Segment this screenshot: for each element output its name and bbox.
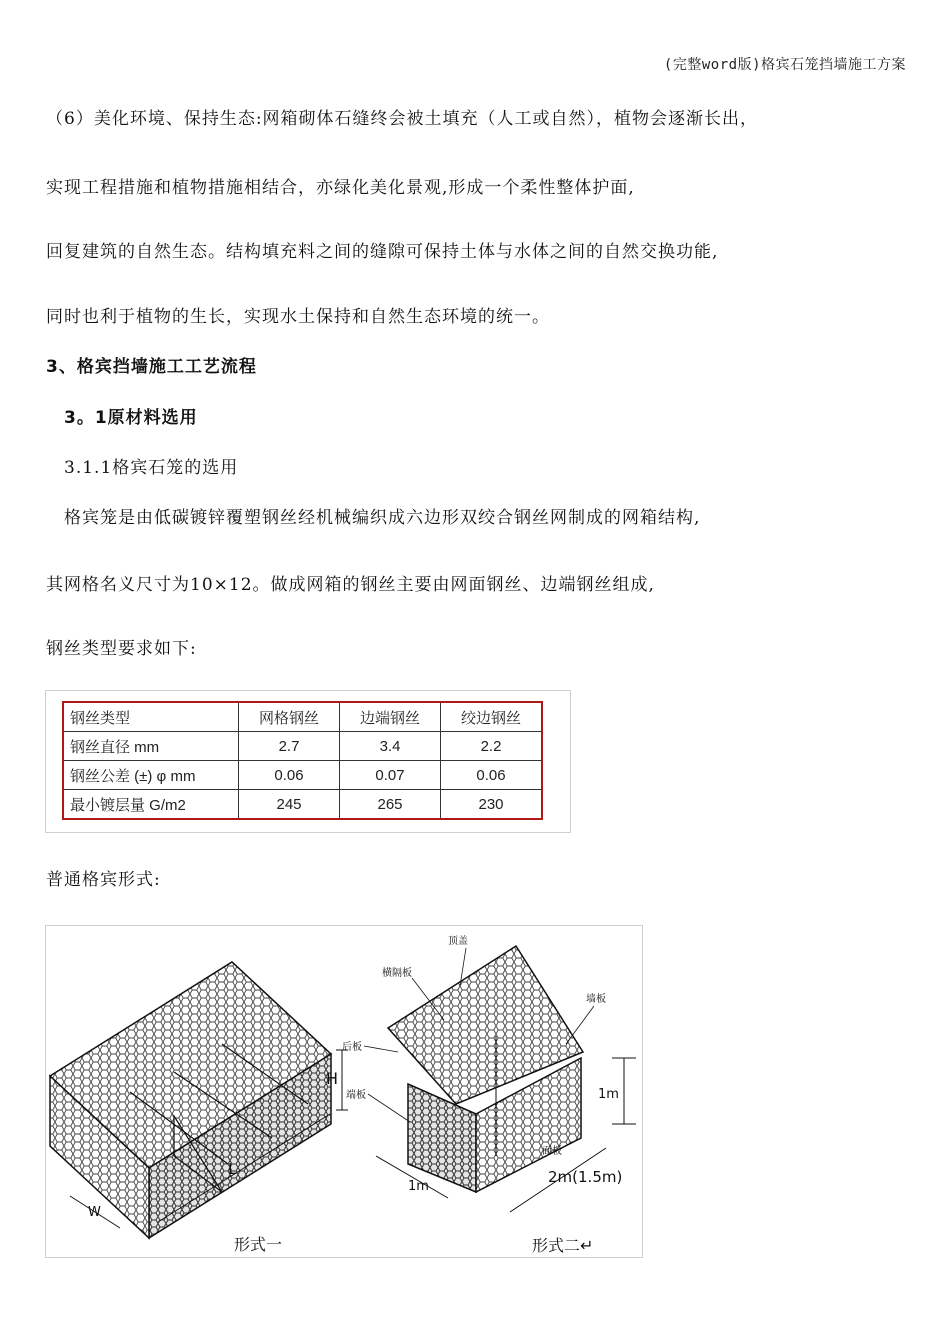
label-end-panel: 端板 — [346, 1090, 366, 1101]
dim-label-width: 1m — [408, 1179, 429, 1194]
dim-label-L: L — [228, 1160, 237, 1178]
paragraph-line: 格宾笼是由低碳镀锌覆塑钢丝经机械编织成六边形双绞合钢丝网制成的网箱结构, — [64, 508, 701, 528]
table-cell: 0.07 — [340, 761, 441, 790]
label-top-lid: 顶盖 — [448, 936, 468, 947]
table-cell: 0.06 — [441, 761, 543, 790]
paragraph-line: 回复建筑的自然生态。结构填充料之间的缝隙可保持土体与水体之间的自然交换功能, — [46, 242, 719, 262]
table-cell: 245 — [239, 790, 340, 820]
table-cell: 最小镀层量 G/m2 — [63, 790, 239, 820]
table-cell: 265 — [340, 790, 441, 820]
paragraph-line: （6）美化环境、保持生态:网箱砌体石缝终会被土填充（人工或自然），植物会逐渐长出， — [46, 109, 759, 129]
table-cell: 230 — [441, 790, 543, 820]
table-row — [63, 732, 542, 761]
subsection-heading: 3。1原材料选用 — [64, 408, 198, 428]
gabion-form-two — [342, 934, 636, 1255]
table-cell: 2.7 — [239, 732, 340, 761]
gabion-figure — [45, 925, 643, 1258]
label-front-panel: 面板 — [542, 1146, 562, 1157]
table-cell: 3.4 — [340, 732, 441, 761]
table-cell: 0.06 — [239, 761, 340, 790]
caption-form-one: 形式一 — [234, 1235, 283, 1254]
table-cell: 钢丝直径 mm — [63, 732, 239, 761]
table-header-row — [63, 702, 542, 732]
table-cell: 2.2 — [441, 732, 543, 761]
dim-label-length: 2m(1.5m) — [548, 1168, 623, 1186]
label-diaphragm: 横隔板 — [382, 968, 412, 979]
table-header-cell: 边端钢丝 — [340, 702, 441, 732]
page-header: (完整word版)格宾石笼挡墙施工方案 — [663, 57, 906, 73]
paragraph-line: 实现工程措施和植物措施相结合，亦绿化美化景观,形成一个柔性整体护面, — [46, 178, 635, 198]
table-row — [63, 790, 542, 820]
table-header-cell: 网格钢丝 — [239, 702, 340, 732]
dim-label-H: H — [326, 1069, 339, 1088]
paragraph-line: 同时也利于植物的生长，实现水土保持和自然生态环境的统一。 — [46, 307, 550, 327]
table-header-cell: 绞边钢丝 — [441, 702, 543, 732]
dim-label-height: 1m — [598, 1087, 619, 1102]
caption-form-two: 形式二↵ — [532, 1236, 594, 1255]
table-cell: 钢丝公差 (±) φ mm — [63, 761, 239, 790]
subsubsection-heading: 3.1.1格宾石笼的选用 — [64, 458, 239, 478]
dim-label-W: W — [88, 1205, 101, 1220]
gabion-diagram — [46, 926, 642, 1257]
paragraph-line: 其网格名义尺寸为10×12。做成网箱的钢丝主要由网面钢丝、边端钢丝组成, — [46, 575, 655, 595]
table-row — [63, 761, 542, 790]
gabion-form-one — [50, 962, 348, 1254]
label-back-panel: 后板 — [342, 1042, 362, 1053]
paragraph-line: 钢丝类型要求如下: — [46, 639, 197, 659]
wire-spec-table — [62, 701, 543, 820]
table-header-cell: 钢丝类型 — [63, 702, 239, 732]
label-side-panel: 墙板 — [586, 994, 606, 1005]
section-heading: 3、格宾挡墙施工工艺流程 — [46, 357, 257, 377]
paragraph-line: 普通格宾形式: — [46, 870, 161, 890]
wire-spec-table-image — [45, 690, 571, 833]
